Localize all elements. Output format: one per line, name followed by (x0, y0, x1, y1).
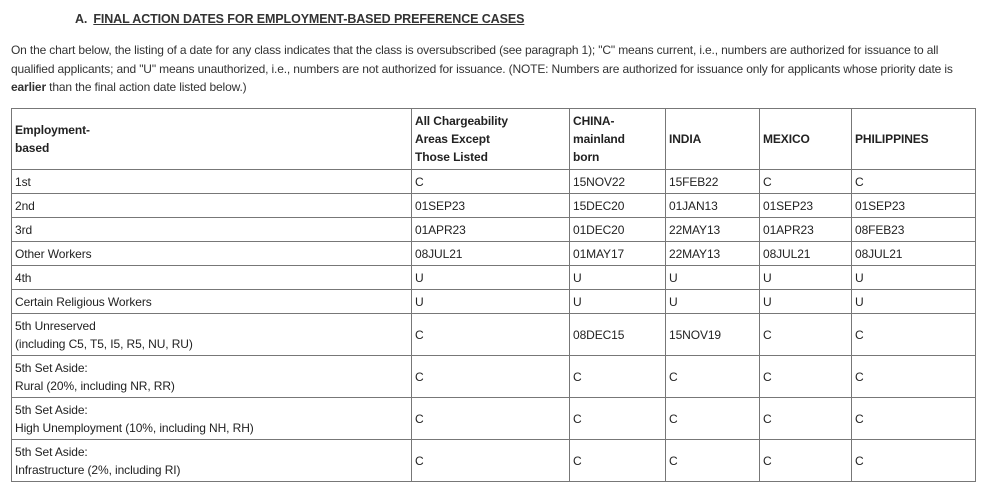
row-category-cell (12, 242, 412, 266)
date-cell: 01APR23 (412, 218, 570, 242)
date-cell: U (570, 290, 666, 314)
date-cell: 08FEB23 (852, 218, 976, 242)
date-cell: C (760, 314, 852, 356)
date-cell: C (412, 440, 570, 482)
header-philippines (852, 109, 976, 170)
date-cell: C (412, 356, 570, 398)
date-cell: C (760, 170, 852, 194)
date-cell: C (570, 356, 666, 398)
date-cell: U (412, 266, 570, 290)
header-line: Employment- (15, 123, 90, 137)
date-cell: C (666, 440, 760, 482)
header-line: PHILIPPINES (855, 132, 929, 146)
row-category-cell (12, 314, 412, 356)
date-cell: C (852, 314, 976, 356)
header-line: born (573, 150, 600, 164)
row-category-label: 4th (15, 270, 32, 285)
table-row (12, 218, 976, 242)
intro-text-start: On the chart below, the listing of a date for any class indicates that the class is oversubscribed (see paragraph 1); "C" means current, i.e., numbers are authorized for issuance to all qualified applicants; and "U" means unauthorized, i.e., numbers are not authorized for issuance. (NOTE: Numbers are authorized for issuance only for applicants whose priority date is (11, 43, 953, 76)
date-cell: C (760, 356, 852, 398)
header-line: Those Listed (415, 150, 488, 164)
row-category-label: Rural (20%, including NR, RR) (15, 378, 175, 393)
date-cell: 15NOV22 (570, 170, 666, 194)
date-cell: C (570, 440, 666, 482)
table-body (12, 170, 976, 482)
header-line: mainland (573, 132, 625, 146)
date-cell: C (852, 356, 976, 398)
date-cell: 01DEC20 (570, 218, 666, 242)
date-cell: U (760, 290, 852, 314)
header-line: All Chargeability (415, 114, 508, 128)
date-cell: 01APR23 (760, 218, 852, 242)
table-row (12, 314, 976, 356)
date-cell: 15FEB22 (666, 170, 760, 194)
row-category-label: High Unemployment (10%, including NH, RH) (15, 420, 254, 435)
row-category-label: 1st (15, 174, 31, 189)
date-cell: 01SEP23 (760, 194, 852, 218)
date-cell: C (412, 170, 570, 194)
date-cell: 08JUL21 (760, 242, 852, 266)
row-category-cell (12, 290, 412, 314)
row-category-cell (12, 266, 412, 290)
row-category-cell (12, 440, 412, 482)
date-cell: C (852, 170, 976, 194)
date-cell: C (666, 398, 760, 440)
date-cell: 22MAY13 (666, 242, 760, 266)
section-title: FINAL ACTION DATES FOR EMPLOYMENT-BASED PREFERENCE CASES (93, 12, 525, 26)
date-cell: 08JUL21 (412, 242, 570, 266)
date-cell: 08DEC15 (570, 314, 666, 356)
date-cell: C (412, 398, 570, 440)
row-category-label: 2nd (15, 198, 35, 213)
date-cell: 08JUL21 (852, 242, 976, 266)
header-line: CHINA- (573, 114, 615, 128)
header-mexico (760, 109, 852, 170)
date-cell: 22MAY13 (666, 218, 760, 242)
date-cell: C (760, 440, 852, 482)
date-cell: 01SEP23 (852, 194, 976, 218)
header-line: INDIA (669, 132, 702, 146)
table-row (12, 356, 976, 398)
header-line: MEXICO (763, 132, 810, 146)
table-row (12, 170, 976, 194)
date-cell: C (570, 398, 666, 440)
date-cell: C (412, 314, 570, 356)
header-employment-based (12, 109, 412, 170)
final-action-dates-table (11, 108, 976, 482)
date-cell: 01SEP23 (412, 194, 570, 218)
header-china-mainland-born (570, 109, 666, 170)
table-row (12, 266, 976, 290)
date-cell: C (666, 356, 760, 398)
date-cell: U (666, 290, 760, 314)
date-cell: U (852, 266, 976, 290)
table-row (12, 440, 976, 482)
row-category-label: (including C5, T5, I5, R5, NU, RU) (15, 336, 193, 351)
table-row (12, 398, 976, 440)
date-cell: C (852, 440, 976, 482)
table-row (12, 242, 976, 266)
row-category-label: Certain Religious Workers (15, 294, 152, 309)
row-category-label: Infrastructure (2%, including RI) (15, 462, 181, 477)
date-cell: 01MAY17 (570, 242, 666, 266)
row-category-label: 5th Set Aside: (15, 402, 88, 417)
header-line: based (15, 141, 50, 155)
section-heading (75, 12, 524, 26)
intro-text-end: than the final action date listed below.) (45, 80, 247, 94)
row-category-label: Other Workers (15, 246, 92, 261)
table-row (12, 290, 976, 314)
header-india (666, 109, 760, 170)
date-cell: U (666, 266, 760, 290)
date-cell: U (412, 290, 570, 314)
intro-paragraph (11, 41, 979, 97)
row-category-cell (12, 194, 412, 218)
header-line: Areas Except (415, 132, 490, 146)
row-category-label: 5th Set Aside: (15, 444, 88, 459)
date-cell: U (760, 266, 852, 290)
row-category-label: 5th Unreserved (15, 318, 96, 333)
date-cell: U (852, 290, 976, 314)
row-category-label: 3rd (15, 222, 33, 237)
date-cell: 15DEC20 (570, 194, 666, 218)
intro-text-bold: earlier (11, 80, 46, 94)
date-cell: C (760, 398, 852, 440)
row-category-cell (12, 398, 412, 440)
table-row (12, 194, 976, 218)
date-cell: U (570, 266, 666, 290)
row-category-cell (12, 356, 412, 398)
date-cell: 01JAN13 (666, 194, 760, 218)
row-category-label: 5th Set Aside: (15, 360, 88, 375)
header-all-chargeability (412, 109, 570, 170)
section-letter: A. (75, 12, 88, 26)
row-category-cell (12, 218, 412, 242)
row-category-cell (12, 170, 412, 194)
date-cell: 15NOV19 (666, 314, 760, 356)
table-header-row (12, 109, 976, 170)
date-cell: C (852, 398, 976, 440)
